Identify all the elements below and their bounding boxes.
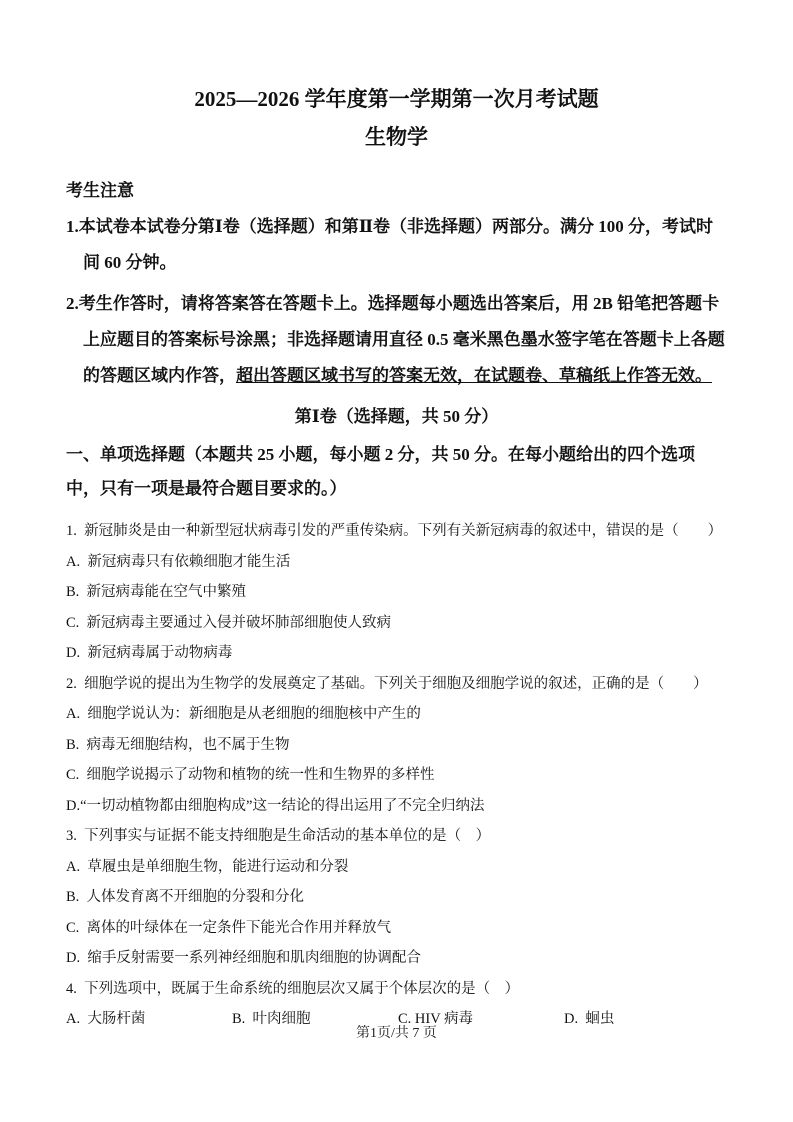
question-1 bbox=[66, 516, 727, 669]
question-option-b: B. 新冠病毒能在空气中繁殖 bbox=[66, 584, 247, 600]
question-option-a: A. 新冠病毒只有依赖细胞才能生活 bbox=[66, 553, 291, 570]
question-option-d: D. 缩手反射需要一系列神经细胞和肌肉细胞的协调配合 bbox=[66, 950, 421, 966]
page-footer: 第1页/共 7 页 bbox=[356, 1026, 437, 1041]
question-option-c: C. HIV 病毒 bbox=[398, 1011, 474, 1027]
question-stem: 1. 新冠肺炎是由一种新型冠状病毒引发的严重传染病。下列有关新冠病毒的叙述中，错误的是（ ） bbox=[66, 523, 723, 539]
question-option-a: A. 细胞学说认为：新细胞是从老细胞的细胞核中产生的 bbox=[66, 706, 421, 722]
question-option-a: A. 大肠杆菌 bbox=[66, 1011, 146, 1027]
question-option-d: D. 蛔虫 bbox=[564, 1011, 615, 1027]
question-option-c: C. 细胞学说揭示了动物和植物的统一性和生物界的多样性 bbox=[66, 767, 435, 783]
notice-heading: 考生注意 bbox=[66, 181, 134, 200]
section-intro: 一、单项选择题（本题共 25 小题，每小题 2 分，共 50 分。在每小题给出的四个选项中，只有一项是最符合题目要求的。） bbox=[66, 445, 695, 498]
question-3 bbox=[66, 821, 727, 974]
question-2 bbox=[66, 669, 727, 822]
question-option-a: A. 草履虫是单细胞生物，能进行运动和分裂 bbox=[66, 858, 349, 875]
section-heading: 第Ⅰ卷（选择题，共 50 分） bbox=[294, 407, 499, 426]
notice-item-2-underlined-warning: 超出答题区域书写的答案无效，在试题卷、草稿纸上作答无效。 bbox=[236, 366, 712, 385]
question-option-b: B. 叶肉细胞 bbox=[232, 1011, 311, 1027]
notice-item-2 bbox=[66, 286, 727, 394]
question-option-c: C. 新冠病毒主要通过入侵并破坏肺部细胞使人致病 bbox=[66, 614, 392, 631]
page-subtitle: 生物学 bbox=[365, 125, 428, 149]
question-stem: 2. 细胞学说的提出为生物学的发展奠定了基础。下列关于细胞及细胞学说的叙述，正确的是（ ） bbox=[66, 675, 708, 692]
notice-section bbox=[66, 178, 727, 394]
page-title: 2025—2026 学年度第一学期第一次月考试题 bbox=[194, 87, 599, 111]
notice-item-2-text: 2.考生作答时，请将答案答在答题卡上。选择题每小题选出答案后，用 2B 铅笔把答题卡上应题目的答案标号涂黑；非选择题请用直径 0.5 毫米黑色墨水签字笔在答题卡上各题的答题区域内作答， bbox=[66, 294, 725, 385]
question-option-d: D. 新冠病毒属于动物病毒 bbox=[66, 645, 233, 661]
question-option-c: C. 离体的叶绿体在一定条件下能光合作用并释放气 bbox=[66, 919, 392, 936]
question-list bbox=[66, 516, 727, 1035]
notice-item-1: 1.本试卷本试卷分第Ⅰ卷（选择题）和第Ⅱ卷（非选择题）两部分。满分 100 分，考试时间 60 分钟。 bbox=[66, 217, 714, 272]
question-option-d: D.“一切动植物都由细胞构成”这一结论的得出运用了不完全归纳法 bbox=[66, 797, 485, 814]
question-stem: 4. 下列选项中，既属于生命系统的细胞层次又属于个体层次的是（ ） bbox=[66, 980, 520, 997]
question-option-b: B. 人体发育离不开细胞的分裂和分化 bbox=[66, 889, 305, 905]
question-stem: 3. 下列事实与证据不能支持细胞是生命活动的基本单位的是（ ） bbox=[66, 828, 491, 844]
question-option-b: B. 病毒无细胞结构，也不属于生物 bbox=[66, 736, 290, 753]
